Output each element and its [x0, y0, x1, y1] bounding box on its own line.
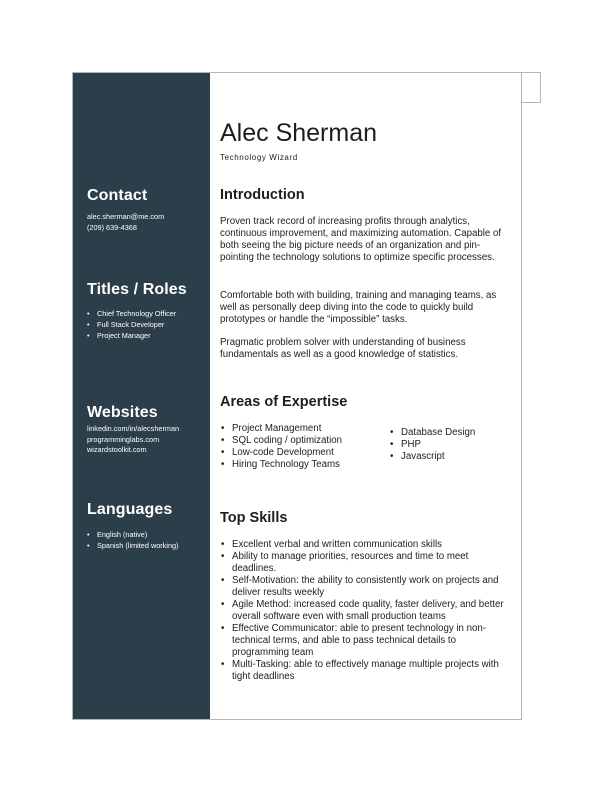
list-item: • Project Management	[220, 423, 342, 435]
websites-heading: Websites	[87, 404, 158, 421]
website-link-linkedin[interactable]: linkedin.com/in/alecsherman	[87, 424, 180, 433]
list-item: • Self-Motivation: the ability to consistently work on projects and deliver results weekly	[220, 575, 512, 599]
list-item: • Effective Communicator: able to present technology in non-technical terms, and able to pass technical details to programming team	[220, 623, 512, 659]
list-item: • Project Manager	[87, 330, 204, 341]
expertise-list-right	[389, 427, 475, 463]
list-item: • Full Stack Developer	[87, 319, 204, 330]
intro-paragraph-3: Pragmatic problem solver with understanding of business fundamentals as well as a good knowledge of statistics.	[220, 337, 466, 360]
list-item: • English (native)	[87, 529, 204, 540]
list-item: • Multi-Tasking: able to effectively manage multiple projects with tight deadlines	[220, 659, 512, 683]
list-item: • Ability to manage priorities, resources and time to meet deadlines.	[220, 551, 512, 575]
list-item: • Database Design	[389, 427, 475, 439]
list-item: • Excellent verbal and written communication skills	[220, 539, 512, 551]
website-link-wizardstoolkit[interactable]: wizardstoolkit.com	[87, 445, 147, 454]
languages-heading: Languages	[87, 501, 173, 518]
roles-heading: Titles / Roles	[87, 281, 187, 298]
websites-section	[87, 404, 204, 456]
top-skills-heading: Top Skills	[220, 510, 288, 526]
contact-heading: Contact	[87, 187, 148, 204]
list-item: • PHP	[389, 439, 475, 451]
list-item: • Low-code Development	[220, 447, 342, 459]
list-item: • SQL coding / optimization	[220, 435, 342, 447]
top-skills-list	[220, 539, 512, 683]
roles-list	[87, 308, 204, 341]
intro-paragraph-2: Comfortable both with building, training and managing teams, as well as personally deep diving into the code to quickly build prototypes or handle the “impossible” tasks.	[220, 290, 497, 325]
intro-paragraph-1: Proven track record of increasing profits through analytics, continuous improvement, and maximizing automation. Capable of both seeing the big picture needs of an organization and pin-pointing the technology solutions to optimize specific processes.	[220, 216, 502, 263]
list-item: • Chief Technology Officer	[87, 308, 204, 319]
list-item: • Hiring Technology Teams	[220, 459, 342, 471]
expertise-heading: Areas of Expertise	[220, 394, 348, 410]
sidebar	[73, 73, 210, 719]
contact-phone: (209) 639-4368	[87, 222, 137, 232]
contact-section	[87, 187, 204, 233]
website-link-programminglabs[interactable]: programminglabs.com	[87, 434, 160, 444]
list-item: • Spanish (limited working)	[87, 540, 204, 551]
roles-section	[87, 281, 204, 341]
list-item: • Agile Method: increased code quality, faster delivery, and better overall software even with small production teams	[220, 599, 512, 623]
introduction-heading: Introduction	[220, 187, 305, 203]
resume-name: Alec Sherman	[220, 119, 378, 147]
resume-title: Technology Wizard	[220, 153, 298, 162]
list-item: • Javascript	[389, 451, 475, 463]
expertise-list-left	[220, 423, 342, 471]
languages-section	[87, 501, 204, 551]
languages-list	[87, 529, 204, 551]
resume-page	[72, 72, 522, 720]
contact-email[interactable]: alec.sherman@me.com	[87, 212, 165, 221]
page-corner-mark	[522, 72, 541, 103]
